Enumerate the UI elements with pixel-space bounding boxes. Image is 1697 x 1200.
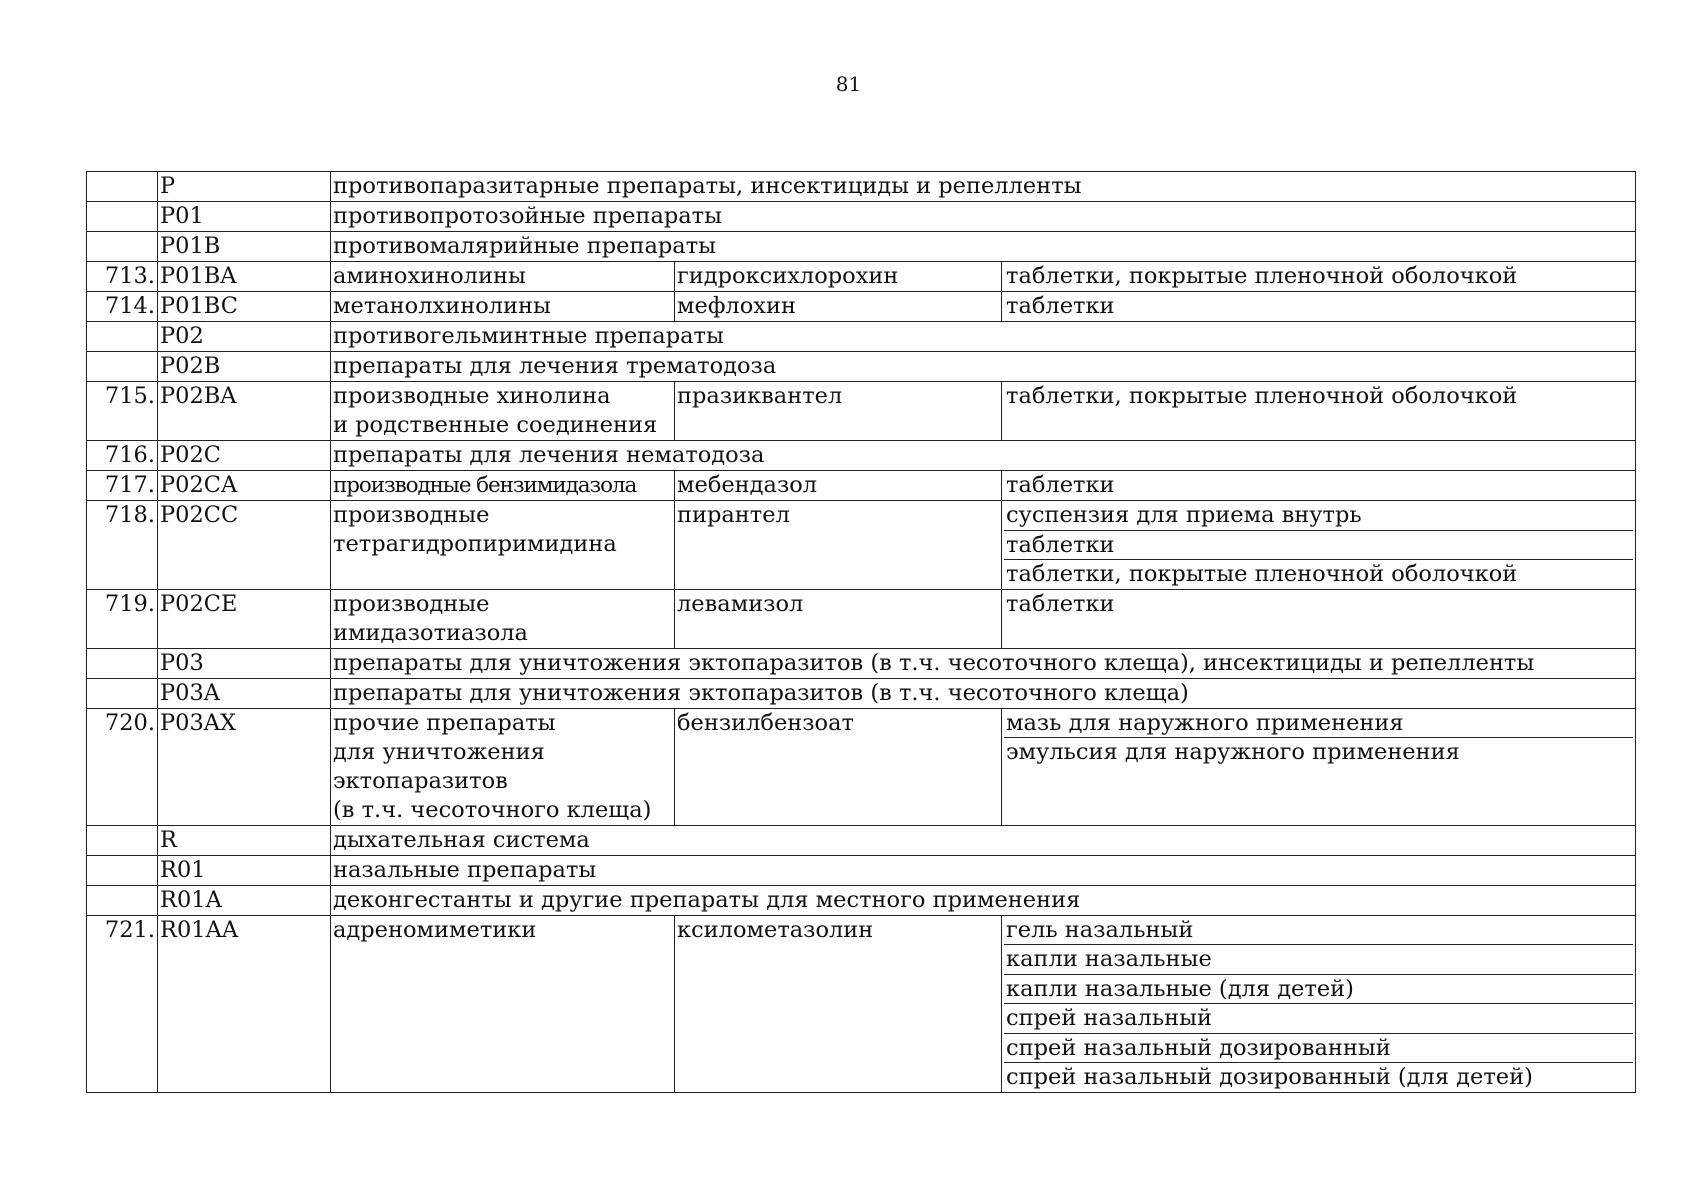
drug-name: ксилометазолин: [675, 915, 1002, 1092]
table-row: [87, 292, 1636, 322]
dosage-form: суспензия для приема внутрь: [1006, 502, 1362, 528]
atc-code: R01: [158, 855, 331, 885]
dosage-form: таблетки: [1006, 590, 1115, 617]
dosage-forms: [1002, 915, 1636, 1092]
dosage-forms: [1002, 589, 1636, 648]
atc-group: производные тетрагидропиримидина: [331, 501, 675, 590]
atc-group: производные бензимидазола: [331, 471, 675, 501]
row-number: [87, 172, 158, 202]
dosage-forms: [1002, 262, 1636, 292]
atc-group: производные имидазотиазола: [331, 589, 675, 648]
row-number: 716.: [87, 441, 158, 471]
table-row: [87, 855, 1636, 885]
atc-code: P03: [158, 648, 331, 678]
table-body: [87, 172, 1636, 1093]
atc-code: R: [158, 825, 331, 855]
drug-name: мефлохин: [675, 292, 1002, 322]
atc-group: адреномиметики: [331, 915, 675, 1092]
table-row: [87, 915, 1636, 1092]
atc-code: P02CC: [158, 501, 331, 590]
atc-group: препараты для уничтожения эктопаразитов (в т.ч. чесоточного клеща): [331, 678, 1636, 708]
drug-name: гидроксихлорохин: [675, 262, 1002, 292]
dosage-form: капли назальные (для детей): [1004, 974, 1633, 1004]
atc-group: препараты для лечения нематодоза: [331, 441, 1636, 471]
table-row: [87, 172, 1636, 202]
table-row: [87, 678, 1636, 708]
dosage-form: таблетки, покрытые пленочной оболочкой: [1006, 263, 1518, 289]
dosage-form: таблетки, покрытые пленочной оболочкой: [1004, 559, 1633, 589]
table-row: [87, 441, 1636, 471]
atc-code: P02C: [158, 441, 331, 471]
table-row: [87, 885, 1636, 915]
row-number: [87, 322, 158, 352]
row-number: 720.: [87, 708, 158, 825]
atc-group: производные хинолина и родственные соединения: [331, 382, 675, 441]
row-number: [87, 855, 158, 885]
table-row: [87, 382, 1636, 441]
dosage-forms: [1002, 382, 1636, 441]
dosage-form: таблетки: [1006, 472, 1115, 498]
table-row: [87, 262, 1636, 292]
drug-name: пирантел: [675, 501, 1002, 590]
row-number: 721.: [87, 915, 158, 1092]
row-number: [87, 825, 158, 855]
atc-group: дыхательная система: [331, 825, 1636, 855]
atc-code: P01BC: [158, 292, 331, 322]
row-number: 717.: [87, 471, 158, 501]
dosage-form: эмульсия для наружного применения: [1004, 737, 1633, 767]
atc-group: противомалярийные препараты: [331, 232, 1636, 262]
table-row: [87, 825, 1636, 855]
row-number: 718.: [87, 501, 158, 590]
table-row: [87, 352, 1636, 382]
atc-group: аминохинолины: [331, 262, 675, 292]
drug-name: мебендазол: [675, 471, 1002, 501]
dosage-form: таблетки: [1004, 530, 1633, 560]
atc-code: R01A: [158, 885, 331, 915]
drug-name: празиквантел: [675, 382, 1002, 441]
atc-code: P02: [158, 322, 331, 352]
drug-table: [86, 171, 1636, 1093]
atc-code: P03A: [158, 678, 331, 708]
atc-group: назальные препараты: [331, 855, 1636, 885]
dosage-form: спрей назальный: [1004, 1003, 1633, 1033]
atc-code: P: [158, 172, 331, 202]
atc-group: противопаразитарные препараты, инсектициды и репелленты: [331, 172, 1636, 202]
dosage-form: спрей назальный дозированный: [1004, 1033, 1633, 1063]
atc-code: R01AA: [158, 915, 331, 1092]
atc-code: P01B: [158, 232, 331, 262]
table-row: [87, 471, 1636, 501]
table-row: [87, 232, 1636, 262]
dosage-form: гель назальный: [1006, 916, 1194, 943]
atc-code: P02CE: [158, 589, 331, 648]
table-row: [87, 322, 1636, 352]
dosage-forms: [1002, 471, 1636, 501]
atc-group: противогельминтные препараты: [331, 322, 1636, 352]
dosage-form: таблетки: [1006, 293, 1115, 319]
atc-code: P03AX: [158, 708, 331, 825]
row-number: [87, 885, 158, 915]
atc-group: противопротозойные препараты: [331, 202, 1636, 232]
table-row: [87, 202, 1636, 232]
page-number: 81: [835, 72, 862, 96]
atc-group: препараты для лечения трематодоза: [331, 352, 1636, 382]
atc-group: прочие препараты для уничтожения эктопаразитов (в т.ч. чесоточного клеща): [331, 708, 675, 825]
table-row: [87, 589, 1636, 648]
row-number: [87, 648, 158, 678]
atc-code: P01BA: [158, 262, 331, 292]
row-number: [87, 678, 158, 708]
drug-name: бензилбензоат: [675, 708, 1002, 825]
row-number: [87, 202, 158, 232]
row-number: [87, 352, 158, 382]
table-row: [87, 648, 1636, 678]
row-number: [87, 232, 158, 262]
dosage-forms: [1002, 501, 1636, 590]
dosage-form: таблетки, покрытые пленочной оболочкой: [1006, 383, 1518, 409]
drug-name: левамизол: [675, 589, 1002, 648]
row-number: 719.: [87, 589, 158, 648]
dosage-forms: [1002, 708, 1636, 825]
row-number: 714.: [87, 292, 158, 322]
table-row: [87, 501, 1636, 590]
dosage-form: мазь для наружного применения: [1006, 709, 1404, 736]
table-row: [87, 708, 1636, 825]
row-number: 713.: [87, 262, 158, 292]
dosage-form: капли назальные: [1004, 944, 1633, 974]
atc-group: препараты для уничтожения эктопаразитов (в т.ч. чесоточного клеща), инсектициды и репелленты: [331, 648, 1636, 678]
dosage-forms: [1002, 292, 1636, 322]
atc-code: P02CA: [158, 471, 331, 501]
row-number: 715.: [87, 382, 158, 441]
atc-group: метанолхинолины: [331, 292, 675, 322]
atc-code: P02BA: [158, 382, 331, 441]
atc-code: P01: [158, 202, 331, 232]
dosage-form: спрей назальный дозированный (для детей): [1004, 1062, 1633, 1092]
atc-code: P02B: [158, 352, 331, 382]
atc-group: деконгестанты и другие препараты для местного применения: [331, 885, 1636, 915]
